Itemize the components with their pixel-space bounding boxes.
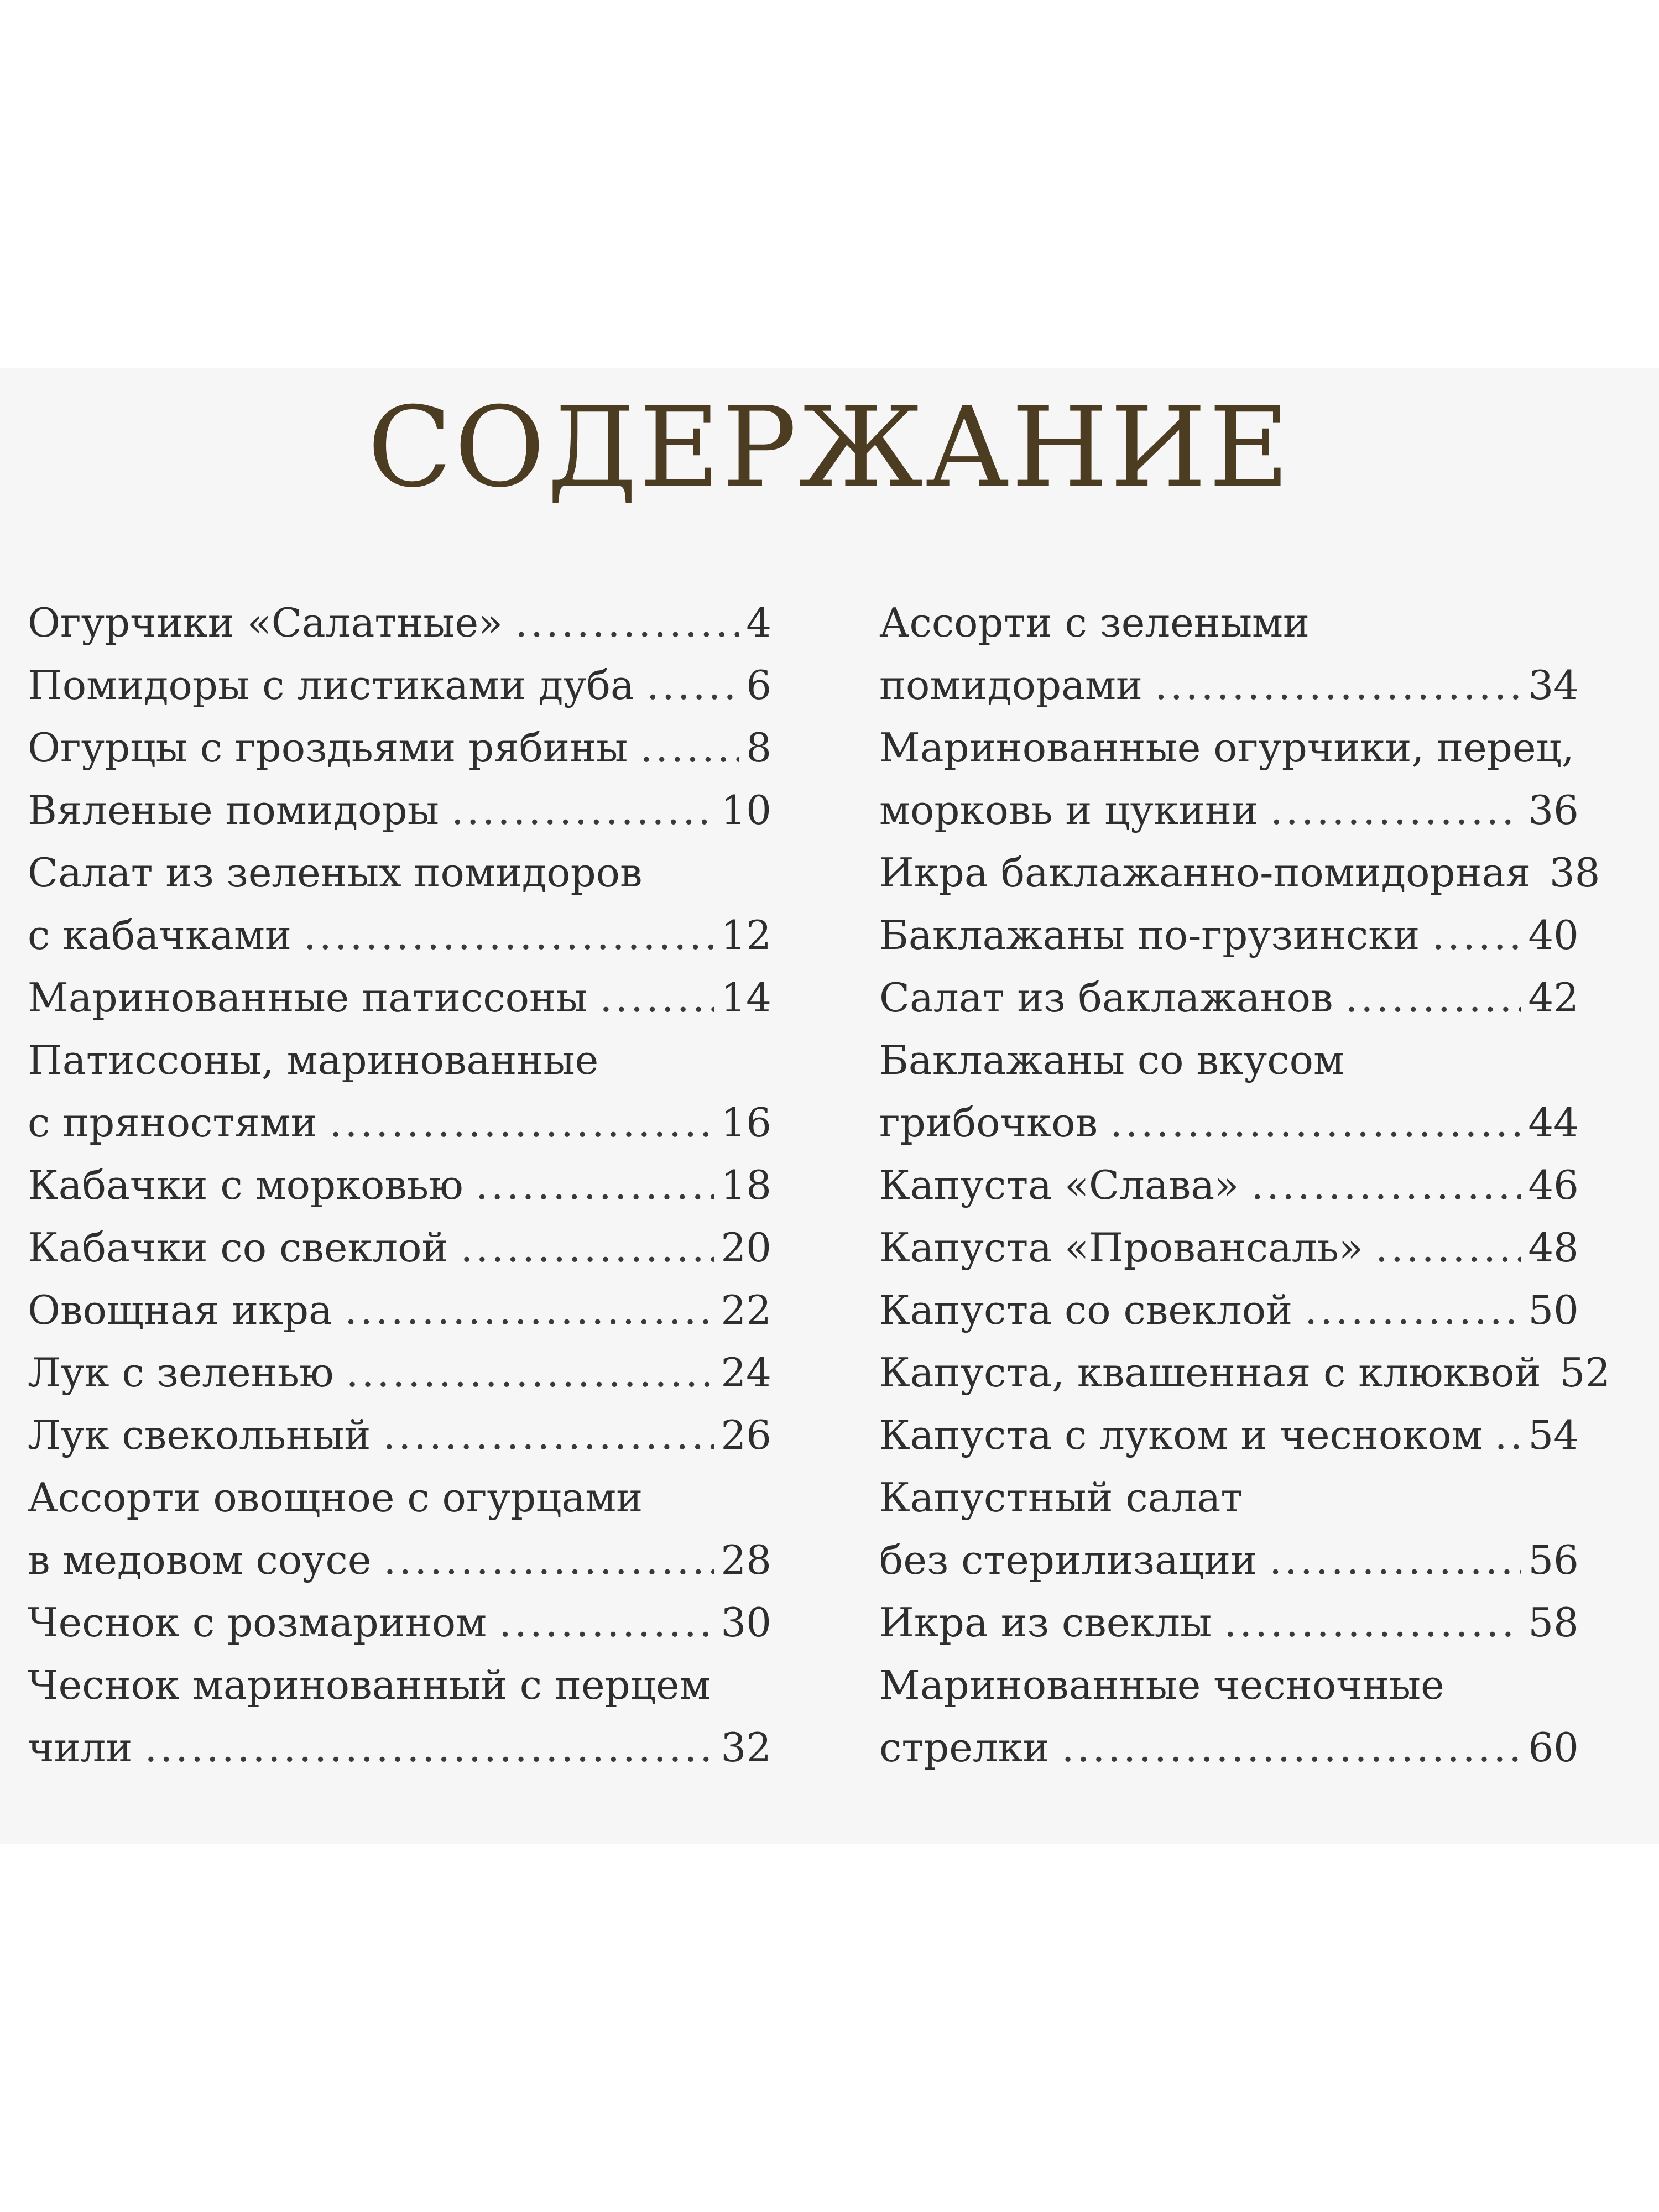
dot-leader [1495,1404,1522,1467]
dot-leader [1305,1279,1521,1342]
entry-title: Лук с зеленью [28,1349,334,1396]
dot-leader [1224,1592,1521,1654]
entry-title: Капуста «Слава» [879,1162,1239,1208]
entry-title: Икра баклажанно-помидорная [879,849,1531,896]
entry-title: Помидоры с листиками дуба [28,662,634,708]
page-number: 20 [721,1224,771,1271]
page-number: 8 [746,724,771,771]
entry-title: Капуста «Провансаль» [879,1224,1363,1271]
entry-title: Икра из свеклы [879,1599,1212,1646]
entry-title: Чеснок с розмарином [28,1599,487,1646]
entry-title: с кабачками [28,912,291,958]
dot-leader [1432,904,1521,967]
entry-title-line: Ассорти с зелеными [879,599,1310,646]
entry-title-line: Маринованные чесночные [879,1662,1444,1708]
entry-title-line: Капустный салат [879,1474,1243,1521]
toc-entry [879,1029,1579,1154]
toc-entry [879,717,1579,842]
entry-title-line: Салат из зеленых помидоров [28,849,643,896]
entry-title: с пряностями [28,1099,317,1146]
toc-entry [879,967,1579,1029]
entry-title: Салат из баклажанов [879,974,1333,1021]
entry-title: чили [28,1724,133,1771]
page-number: 32 [721,1724,771,1771]
toc-entry [28,1654,771,1779]
page-number: 56 [1528,1537,1579,1583]
dot-leader [1375,1217,1521,1279]
page-number: 30 [721,1599,771,1646]
entry-title: Овощная икра [28,1287,333,1333]
entry-title: Капуста, квашенная с клюквой [879,1349,1541,1396]
entry-title: помидорами [879,662,1143,708]
entry-title-line: Чеснок маринованный с перцем [28,1662,711,1708]
toc-entry [28,1342,771,1404]
entry-title: Вяленые помидоры [28,787,439,833]
toc-entry [879,1404,1579,1467]
toc-entry [28,1467,771,1592]
toc-entry [28,967,771,1029]
entry-title-line: Ассорти овощное с огурцами [28,1474,643,1521]
dot-leader [1110,1092,1521,1154]
page-number: 60 [1528,1724,1579,1771]
entry-title: без стерилизации [879,1537,1258,1583]
page-number: 44 [1528,1099,1579,1146]
page-number: 34 [1528,662,1579,708]
entry-title-line: Маринованные огурчики, перец, [879,724,1574,771]
dot-leader [515,592,739,654]
page-number: 48 [1528,1224,1579,1271]
dot-leader [1155,654,1521,717]
entry-title: Огурцы с гроздьями рябины [28,724,628,771]
page-number: 38 [1549,849,1600,896]
entry-title: Кабачки со свеклой [28,1224,448,1271]
toc-left-column [28,592,771,1779]
toc-entry [879,1342,1611,1404]
toc-entry [28,1404,771,1467]
page-number: 16 [721,1099,771,1146]
entry-title: морковь и цукини [879,787,1258,833]
dot-leader [476,1154,714,1217]
page-number: 52 [1559,1349,1611,1396]
page-number: 24 [721,1349,771,1396]
page-number: 12 [721,912,771,958]
entry-title: Маринованные патиссоны [28,974,588,1021]
page-number: 10 [721,787,771,833]
dot-leader [346,1342,714,1404]
toc-entry [879,1467,1579,1592]
page-number: 26 [721,1412,771,1458]
toc-entry [879,592,1579,717]
dot-leader [640,717,739,779]
dot-leader [451,779,714,842]
page-number: 18 [721,1162,771,1208]
dot-leader [499,1592,714,1654]
page-number: 22 [721,1287,771,1333]
page-number: 40 [1528,912,1579,958]
toc-entry [28,1154,771,1217]
page-number: 50 [1528,1287,1579,1333]
toc-entry [28,1592,771,1654]
toc-entry [28,1279,771,1342]
dot-leader [383,1404,714,1467]
page-number: 6 [746,662,771,708]
dot-leader [330,1092,714,1154]
entry-title: стрелки [879,1724,1050,1771]
dot-leader [144,1717,714,1779]
toc-entry [879,1217,1579,1279]
toc-entry [28,1029,771,1154]
page-number: 4 [746,599,771,646]
page-number: 58 [1528,1599,1579,1646]
toc-entry [879,1654,1579,1779]
dot-leader [345,1279,714,1342]
toc-entry [879,1279,1579,1342]
page-number: 54 [1528,1412,1579,1458]
page-number: 28 [721,1537,771,1583]
dot-leader [599,967,714,1029]
toc-entry [28,779,771,842]
entry-title: Баклажаны по-грузински [879,912,1420,958]
entry-title: Капуста с луком и чесноком [879,1412,1483,1458]
toc-entry [28,592,771,654]
page-number: 42 [1528,974,1579,1021]
entry-title-line: Патиссоны, маринованные [28,1037,599,1083]
page-number: 46 [1528,1162,1579,1208]
toc-right-column [879,592,1611,1779]
dot-leader [1251,1154,1521,1217]
dot-leader [304,904,714,967]
page-title: СОДЕРЖАНИЕ [367,383,1292,512]
entry-title: Лук свекольный [28,1412,371,1458]
dot-leader [1345,967,1522,1029]
page-number: 36 [1528,787,1579,833]
entry-title: в медовом соусе [28,1537,372,1583]
entry-title: Огурчики «Салатные» [28,599,503,646]
toc-entry [879,842,1600,904]
toc-entry [28,842,771,967]
dot-leader [646,654,739,717]
entry-title: Капуста со свеклой [879,1287,1293,1333]
toc-entry [879,1592,1579,1654]
entry-title: грибочков [879,1099,1098,1146]
entry-title-line: Баклажаны со вкусом [879,1037,1344,1083]
toc-entry [28,717,771,779]
dot-leader [383,1529,714,1592]
toc-entry [28,654,771,717]
dot-leader [461,1217,714,1279]
toc-entry [28,1217,771,1279]
dot-leader [1269,1529,1521,1592]
entry-title: Кабачки с морковью [28,1162,463,1208]
toc-entry [879,1154,1579,1217]
page-number: 14 [721,974,771,1021]
dot-leader [1270,779,1521,842]
toc-entry [879,904,1579,967]
dot-leader [1062,1717,1522,1779]
